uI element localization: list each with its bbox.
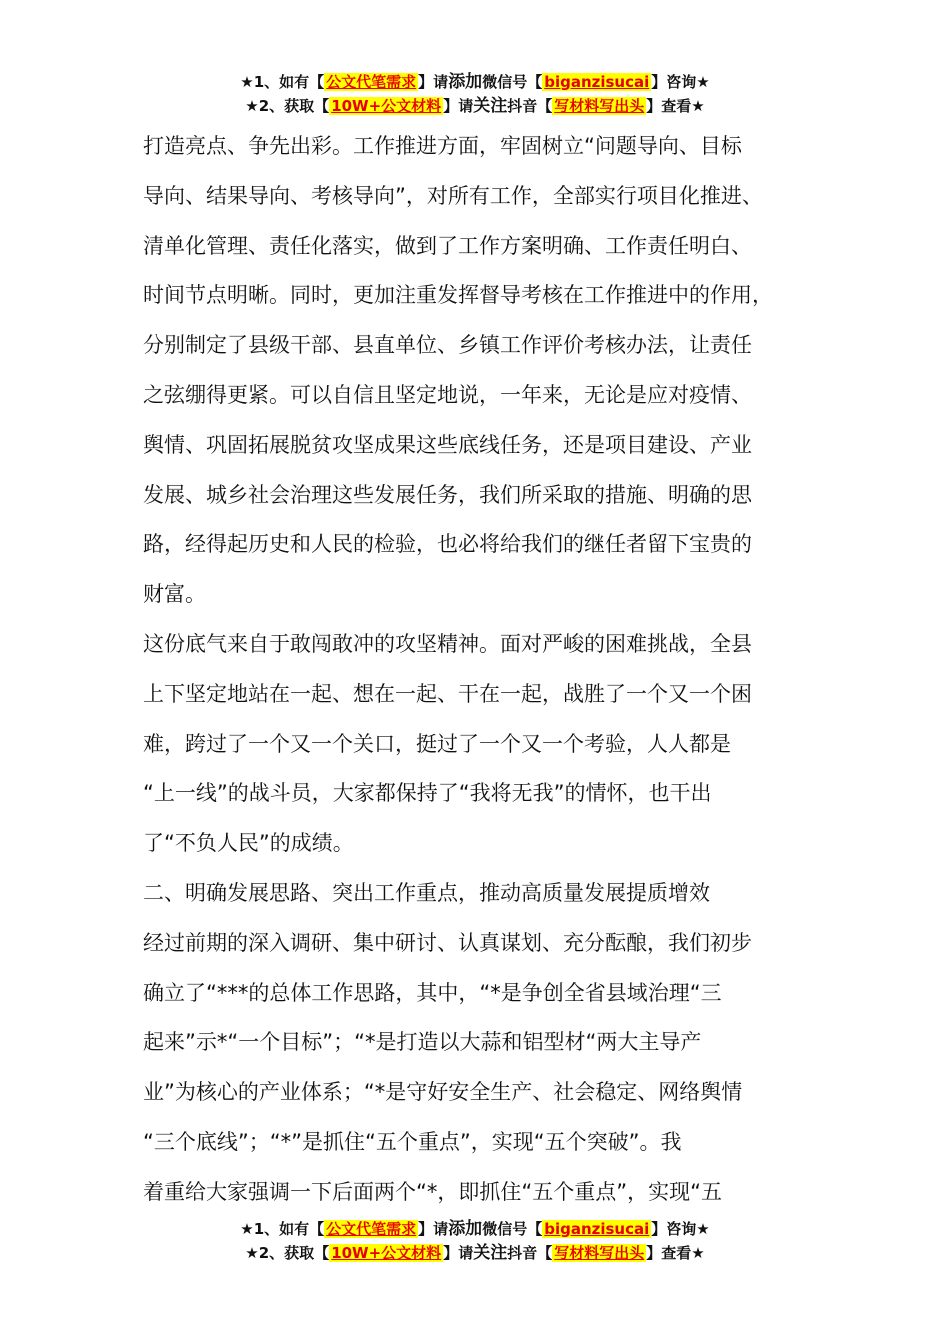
text-line: 导向、结果导向、考核导向”，对所有工作，全部实行项目化推进、 xyxy=(143,183,763,208)
text-line: 舆情、巩固拓展脱贫攻坚成果这些底线任务，还是项目建设、产业 xyxy=(143,432,752,457)
banner-line-1: ★1、如有【 公文代笔需求 】请添加微信号【 biganzisucai 】咨询★ xyxy=(240,1219,710,1239)
text-line: 时间节点明晰。同时，更加注重发挥督导考核在工作推进中的作用， xyxy=(143,283,773,308)
highlight-wechat-id[interactable]: biganzisucai xyxy=(544,73,650,91)
text-line: 业”为核心的产业体系；“*是守好安全生产、社会稳定、网络舆情 xyxy=(143,1080,743,1105)
highlight-service[interactable]: 公文代笔需求 xyxy=(326,73,417,91)
highlight-service[interactable]: 公文代笔需求 xyxy=(326,1220,417,1238)
text-line: 确立了“***的总体工作思路，其中，“*是争创全省县域治理“三 xyxy=(143,980,722,1005)
text-line: 打造亮点、争先出彩。工作推进方面，牢固树立“问题导向、目标 xyxy=(143,134,742,158)
text-line: 分别制定了县级干部、县直单位、乡镇工作评价考核办法，让责任 xyxy=(143,333,752,358)
section-heading: 二、明确发展思路、突出工作重点，推动高质量发展提质增效 xyxy=(143,880,710,905)
text-line: 难，跨过了一个又一个关口，挺过了一个又一个考验，人人都是 xyxy=(143,731,731,756)
text-line: 着重给大家强调一下后面两个“*，即抓住“五个重点”，实现“五 xyxy=(143,1179,723,1204)
document-body xyxy=(143,122,823,1218)
highlight-douyin[interactable]: 写材料写出头 xyxy=(554,1244,645,1262)
text-line: 财富。 xyxy=(143,582,206,607)
header-banner xyxy=(0,70,950,118)
banner-line-2: ★2、获取【 10W+公文材料 】请关注抖音【 写材料写出头 】查看★ xyxy=(245,1243,705,1263)
footer-banner xyxy=(0,1217,950,1265)
highlight-materials[interactable]: 10W+公文材料 xyxy=(331,97,442,115)
text-line: 清单化管理、责任化落实，做到了工作方案明确、工作责任明白、 xyxy=(143,233,752,258)
text-line: 起来”示*“一个目标”；“*是打造以大蒜和铝型材“两大主导产 xyxy=(143,1030,702,1055)
text-line: 了“不负人民”的成绩。 xyxy=(143,831,354,856)
banner-line-2: ★2、获取【 10W+公文材料 】请关注抖音【 写材料写出头 】查看★ xyxy=(245,96,705,116)
banner-line-1: ★1、如有【 公文代笔需求 】请添加微信号【 biganzisucai 】咨询★ xyxy=(240,72,710,92)
highlight-wechat-id[interactable]: biganzisucai xyxy=(544,1220,650,1238)
text-line: “上一线”的战斗员，大家都保持了“我将无我”的情怀，也干出 xyxy=(143,781,712,806)
text-line: 路，经得起历史和人民的检验，也必将给我们的继任者留下宝贵的 xyxy=(143,532,752,557)
text-line: 上下坚定地站在一起、想在一起、干在一起，战胜了一个又一个困 xyxy=(143,681,752,706)
text-line: 发展、城乡社会治理这些发展任务，我们所采取的措施、明确的思 xyxy=(143,482,752,507)
text-line: 经过前期的深入调研、集中研讨、认真谋划、充分酝酿，我们初步 xyxy=(143,930,752,955)
text-line: “三个底线”；“*”是抓住“五个重点”，实现“五个突破”。我 xyxy=(143,1129,682,1154)
highlight-materials[interactable]: 10W+公文材料 xyxy=(331,1244,442,1262)
text-line: 这份底气来自于敢闯敢冲的攻坚精神。面对严峻的困难挑战，全县 xyxy=(143,631,752,656)
text-line: 之弦绷得更紧。可以自信且坚定地说，一年来，无论是应对疫情、 xyxy=(143,382,752,407)
highlight-douyin[interactable]: 写材料写出头 xyxy=(554,97,645,115)
